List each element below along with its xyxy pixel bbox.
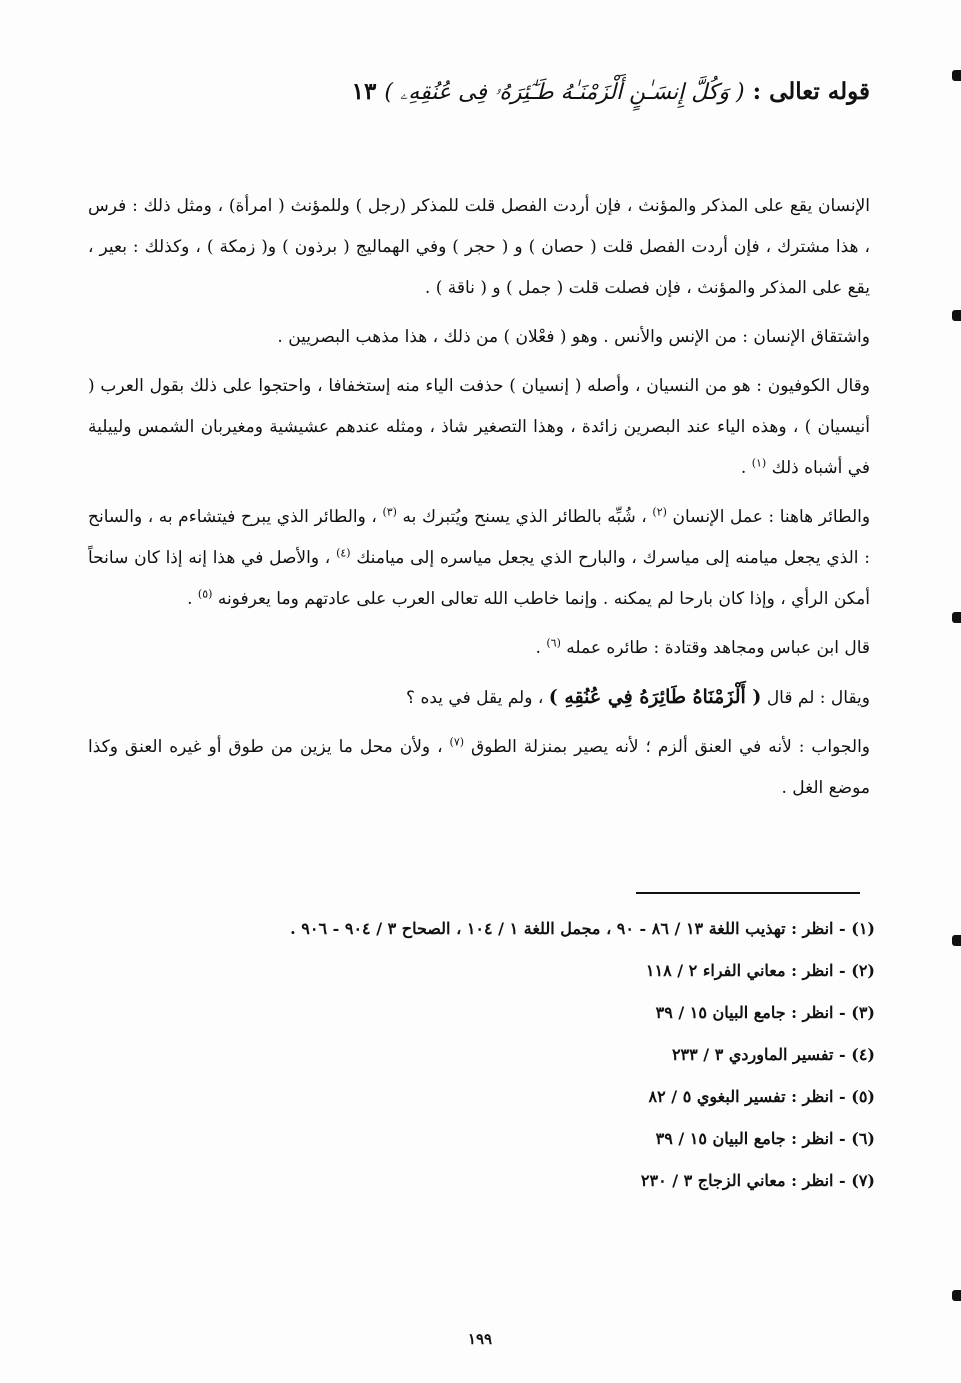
- binding-mark: [952, 612, 961, 623]
- paragraph: [88, 186, 870, 309]
- binding-mark: [952, 1290, 961, 1301]
- paragraph-text: ، ولم يقل في يده ؟: [406, 688, 544, 708]
- footnote-ref[interactable]: (٣): [382, 505, 397, 519]
- footnote-ref[interactable]: (١): [751, 456, 767, 470]
- paragraph-text: والطائر هاهنا : عمل الإنسان: [672, 507, 871, 527]
- paragraph-text: .: [187, 589, 193, 609]
- paragraph: [88, 497, 870, 620]
- heading-label: قوله تعالى :: [752, 78, 870, 105]
- paragraph-text: قال ابن عباس ومجاهد وقتادة : طائره عمله: [566, 638, 870, 658]
- paragraph-text: ، شُبِّه بالطائر الذي يسنح ويُتبرك به: [402, 507, 647, 527]
- verse-heading: [351, 78, 870, 105]
- paragraph: [88, 677, 870, 719]
- binding-mark: [952, 935, 961, 946]
- footnotes: [110, 908, 875, 1202]
- footnote-divider: [636, 892, 860, 894]
- paragraph-text: .: [740, 458, 747, 478]
- paragraph-text: .: [535, 638, 541, 658]
- binding-mark: [952, 70, 961, 81]
- footnote-item: (٧) - انظر : معاني الزجاج ٣ / ٢٣٠: [640, 1171, 875, 1190]
- footnote-ref[interactable]: (٥): [197, 587, 213, 601]
- footnote-ref[interactable]: (٢): [652, 505, 667, 519]
- paragraph: [88, 727, 870, 809]
- paragraph-text: ، ولأن محل ما يزين من طوق أو غيره العنق وكذا موضع الغل .: [88, 737, 870, 798]
- heading-verse: ( وَكُلَّ إِنسَـٰنٍ أَلْزَمْنَـٰهُ طَـٰٓئِرَهُۥ فِى عُنُقِهِۦ ): [384, 80, 745, 105]
- paragraph-text: واشتقاق الإنسان : من الإنس والأنس . وهو ( فعْلان ) من ذلك ، هذا مذهب البصريين .: [277, 327, 870, 347]
- footnote-ref[interactable]: (٧): [449, 735, 465, 749]
- paragraph: [88, 628, 870, 669]
- binding-mark: [952, 310, 961, 321]
- paragraph-text: الإنسان يقع على المذكر والمؤنث ، فإن أردت الفصل قلت للمذكر (رجل ) وللمؤنث ( امرأة) ، ومثل ذلك : فرس ، هذا مشترك ، فإن أردت الفصل قلت ( حصان ) و ( حجر ) وفي الهماليج ( برذون ) و( زمكة ) ، وكذلك : بعير ، يقع على المذكر والمؤنث ، فإن فصلت قلت ( جمل ) و ( ناقة ) .: [88, 196, 870, 298]
- footnote-item: (٤) - تفسير الماوردي ٣ / ٢٣٣: [671, 1045, 875, 1064]
- main-text: [88, 186, 870, 817]
- footnote-item: (٢) - انظر : معاني الفراء ٢ / ١١٨: [645, 961, 875, 980]
- paragraph-text: ، والأصل في هذا إنه إذا كان سانحاً أمكن الرأي ، وإذا كان بارحا لم يمكنه . وإنما خاطب الله تعالى العرب على عادتهم وما يعرفونه: [88, 548, 870, 609]
- footnote-ref[interactable]: (٦): [546, 636, 561, 650]
- paragraph-text: ، والطائر الذي يبرح فيتشاءم به ، والسانح : الذي يجعل ميامنه إلى مياسرك ، والبارح الذي يجعل مياسره إلى ميامنك: [88, 507, 871, 568]
- footnote-item: (٥) - انظر : تفسير البغوي ٥ / ٨٢: [648, 1087, 875, 1106]
- paragraph-text: ويقال : لم قال: [766, 688, 870, 708]
- paragraph-text: وقال الكوفيون : هو من النسيان ، وأصله ( إنسيان ) حذفت الياء منه إستخفافا ، واحتجوا على ذلك بقول العرب ( أنيسيان ) ، وهذه الياء عند البصرين زائدة ، وهذا التصغير شاذ ، ومثله عندهم عشيشية ومغيربان الشمس ولييلية في أشباه ذلك: [88, 376, 870, 478]
- footnote-item: (٣) - انظر : جامع البيان ١٥ / ٣٩: [655, 1003, 875, 1022]
- paragraph: [88, 366, 870, 489]
- paragraph: [88, 317, 870, 358]
- footnote-item: (١) - انظر : تهذيب اللغة ١٣ / ٨٦ - ٩٠ ، مجمل اللغة ١ / ١٠٤ ، الصحاح ٣ / ٩٠٤ - ٩٠٦ .: [290, 919, 875, 938]
- page-number: ١٩٩: [467, 1330, 493, 1348]
- footnote-ref[interactable]: (٤): [336, 546, 351, 560]
- footnote-item: (٦) - انظر : جامع البيان ١٥ / ٣٩: [655, 1129, 875, 1148]
- heading-verse-number: ١٣: [351, 78, 377, 105]
- paragraph-text: والجواب : لأنه في العنق ألزم ؛ لأنه يصير بمنزلة الطوق: [471, 737, 871, 757]
- quran-quote: ( أَلْزَمْنَاهُ طَائِرَهُ فِي عُنُقِهِ ): [548, 686, 762, 708]
